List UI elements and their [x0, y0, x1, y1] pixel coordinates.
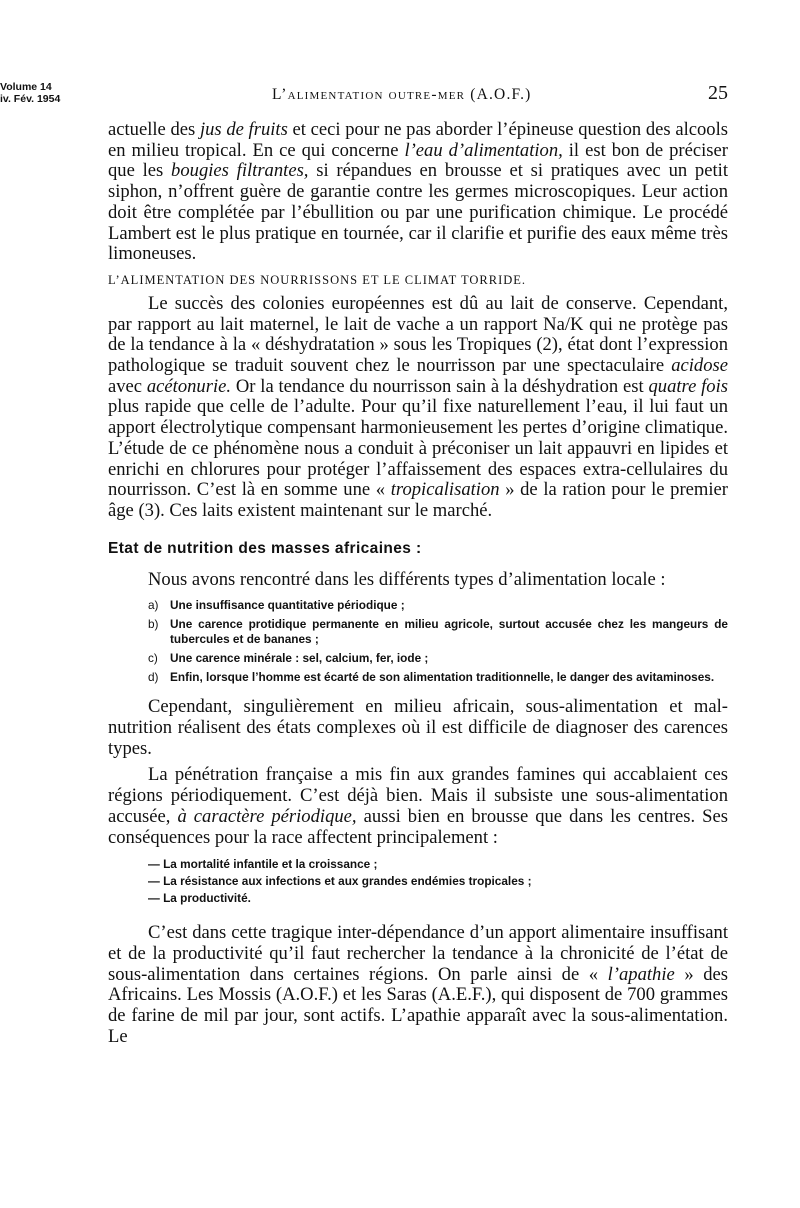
emphasis-bougies-filtrantes: bougies filtrantes,: [171, 160, 309, 182]
volume-info: [0, 81, 60, 105]
carence-list: [108, 598, 728, 685]
emphasis-acidose: acidose: [671, 355, 728, 377]
running-title: L’alimentation outre-mer (A.O.F.): [272, 86, 532, 103]
page-number: 25: [708, 82, 728, 104]
list-item: c) Une carence minérale : sel, calcium, fer, iode ;: [148, 651, 429, 666]
emphasis-eau-alimentation: l’eau d’alimentation,: [404, 139, 563, 161]
issue-date: iv. Fév. 1954: [0, 93, 61, 105]
volume-label: Volume 14: [0, 81, 52, 93]
list-item: — La mortalité infantile et la croissance ;: [148, 857, 378, 872]
section-heading-nourrissons: L’ALIMENTATION DES NOURRISSONS ET LE CLIMAT TORRIDE.: [108, 272, 527, 287]
emphasis-jus-de-fruits: jus de fruits: [199, 119, 288, 140]
paragraph-types-alimentation: Nous avons rencontré dans les différents types d’alimentation locale :: [148, 568, 666, 590]
paragraph-apathie: C’est dans cette tragique inter-dépendance d’un apport alimentaire insuffisant et de la productivité qu’il faut rechercher la tendance à la chronicité de l’état de sous-alimentation dans certaines régions. On parle ainsi de « l’apathie » des Africains. Les Mossis (A.O.F.) et les Saras (A.E.F.), qui disposent de 700 grammes de farine de mil par jour, sont actifs. L’apathie apparaît avec la sous-alimentation. Le: [108, 922, 728, 1047]
list-item: b) Une carence protidique permanente en milieu agricole, surtout accusée chez les mangeurs de tubercules et de bananes ;: [148, 617, 728, 647]
paragraph-water: actuelle des jus de fruits et ceci pour ne pas aborder l’épineuse question des alcools en milieu tropical. En ce qui concerne l’eau d’alimentation, il est bon de préciser que les bougies filtrantes, si répandues en brousse et si pratiques avec un petit siphon, n’offrent guère de garantie contre les germes microscopiques. Leur action doit être complétée par l’ébullition ou par une purification chimique. Le procédé Lambert est le plus pratique en tournée, car il clarifie et purifie des eaux même très limoneuses.: [108, 119, 729, 265]
list-item: — La productivité.: [148, 891, 251, 906]
paragraph-penetration: La pénétration française a mis fin aux grandes famines qui accablaient ces régions périodiquement. C’est déjà bien. Mais il subsiste une sous-alimentation accusée, à caractère périodique, aussi bien en brousse que dans les centres. Ses conséquences pour la race affectent principalement :: [108, 764, 728, 848]
paragraph-nourrissons: Le succès des colonies européennes est dû au lait de conserve. Cependant, par rapport au lait maternel, le lait de vache a un rapport Na/K qui ne protège pas de la tendance à la « déshydratation » sous les Tropiques (2), état dont l’expression pathologique se traduit souvent chez le nourrisson par une spectaculaire acidose avec acétonurie. Or la tendance du nourrisson sain à la déshydration est quatre fois plus rapide que celle de l’adulte. Pour qu’il fixe naturellement l’eau, il lui faut un apport électrolytique compensant harmonieusement les pertes d’origine climatique. L’étude de ce phénomène nous a conduit à préconiser un lait appauvri en lipides et enrichi en chlorures pour protéger l’affaissement des espaces extra-cellulaires du nourrisson. C’est là en somme une « tropicalisation » de la ration pour le premier âge (3). Ces laits existent maintenant sur le marché.: [108, 292, 728, 521]
list-item: d) Enfin, lorsque l’homme est écarté de son alimentation traditionnelle, le danger des avitaminoses.: [148, 670, 715, 685]
list-item: a) Une insuffisance quantitative périodique ;: [148, 598, 405, 613]
consequences-list: [108, 856, 728, 907]
emphasis-apathie: l’apathie: [607, 963, 675, 985]
list-item: — La résistance aux infections et aux grandes endémies tropicales ;: [148, 874, 532, 889]
emphasis-tropicalisation: tropicalisation: [390, 479, 500, 501]
section-heading-etat-nutrition: Etat de nutrition des masses africaines :: [108, 539, 422, 557]
article-body: [108, 120, 728, 1048]
paragraph-sous-alimentation: Cependant, singulièrement en milieu africain, sous-alimentation et mal-nutrition réalisent des états complexes où il est difficile de diagnoser des carences types.: [108, 696, 728, 759]
emphasis-acetonurie: acétonurie.: [146, 375, 232, 397]
emphasis-caractere-periodique: à caractère périodique,: [177, 805, 357, 827]
emphasis-quatre-fois: quatre fois: [648, 375, 728, 397]
